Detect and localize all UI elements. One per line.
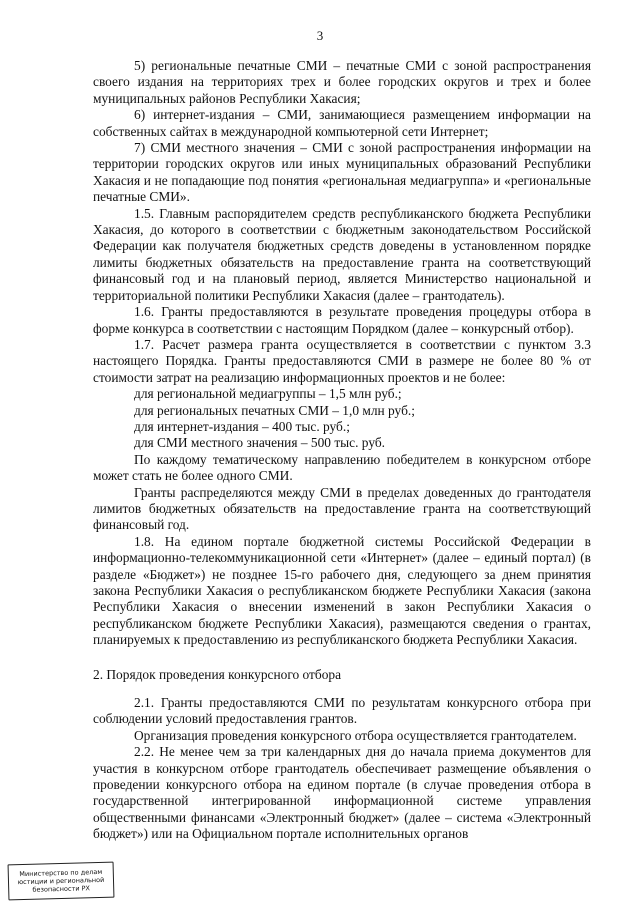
limit-item: для региональных печатных СМИ – 1,0 млн руб.;: [134, 402, 415, 418]
page-number: 3: [316, 28, 324, 43]
paragraph: 2.2. Не менее чем за три календарных дня до начала приема документов для участия в конкурсном отборе грантодатель обеспечивает размещение объявления о проведении конкурсного отбора на едином портале (в случае проведения отбора в государственной интегрированной информационной системе управления общественными финансами «Электронный бюджет» (далее – система «Электронный бюджет») или на Официальном портале исполнительных органов: [93, 744, 591, 842]
limit-item: для СМИ местного значения – 500 тыс. руб.: [134, 435, 386, 451]
document-body: [93, 58, 591, 843]
paragraph: 2.1. Гранты предоставляются СМИ по результатам конкурсного отбора при соблюдении условий предоставления грантов.: [93, 695, 591, 727]
paragraph: Организация проведения конкурсного отбора осуществляется грантодателем.: [134, 727, 577, 743]
spacer: [93, 649, 591, 667]
paragraph: 7) СМИ местного значения – СМИ с зоной распространения информации на территории городских округов или иных муниципальных образований Республики Хакасия и не попадающие под понятия «региональная медиагруппа» и «региональные печатные СМИ».: [93, 140, 591, 205]
paragraph: 1.7. Расчет размера гранта осуществляется в соответствии с пунктом 3.3 настоящего Порядка. Гранты предоставляются СМИ в размере не более 80 % от стоимости затрат на реализацию информационных проектов и не более:: [93, 336, 591, 385]
stamp-line: юстиции и региональной: [17, 875, 105, 887]
paragraph: 6) интернет-издания – СМИ, занимающиеся размещением информации на собственных сайтах в международной компьютерной сети Интернет;: [93, 107, 591, 139]
registration-stamp: [8, 862, 115, 901]
paragraph: 5) региональные печатные СМИ – печатные СМИ с зоной распространения своего издания на территориях трех и более городских округов и трех и более муниципальных районов Республики Хакасия;: [93, 58, 591, 106]
paragraph: 1.6. Гранты предоставляются в результате проведения процедуры отбора в форме конкурса в соответствии с настоящим Порядком (далее – конкурсный отбор).: [93, 304, 591, 336]
spacer: [93, 683, 591, 695]
stamp-line: Министерство по делам: [19, 867, 103, 879]
stamp-line: безопасности РХ: [32, 884, 91, 894]
paragraph: 1.8. На едином портале бюджетной системы Российской Федерации в информационно-телекоммуникационной сети «Интернет» (далее – единый портал) (в разделе «Бюджет») не позднее 15-го рабочего дня, следующего за днем принятия закона Республики Хакасия о республиканском бюджете Республики Хакасия (закона Республики Хакасия о внесении изменений в закон Республики Хакасия о республиканском бюджете Республики Хакасия), размещаются сведения о грантах, планируемых к предоставлению из республиканского бюджета Республики Хакасия.: [93, 533, 591, 648]
paragraph: По каждому тематическому направлению победителем в конкурсном отборе может стать не более одного СМИ.: [93, 451, 591, 484]
paragraph: Гранты распределяются между СМИ в пределах доведенных до грантодателя лимитов бюджетных обязательств на предоставление гранта на соответствующий финансовый год.: [93, 484, 591, 533]
limit-item: для интернет-издания – 400 тыс. руб.;: [134, 418, 350, 434]
paragraph: 1.5. Главным распорядителем средств республиканского бюджета Республики Хакасия, до которого в соответствии с бюджетным законодательством Российской Федерации как получателя бюджетных средств доведены в установленном порядке лимиты бюджетных обязательств на предоставление гранта на соответствующий финансовый год и на плановый период, является Министерство национальной и территориальной политики Республики Хакасия (далее – грантодатель).: [93, 205, 591, 303]
section-heading: 2. Порядок проведения конкурсного отбора: [93, 666, 342, 682]
limit-item: для региональной медиагруппы – 1,5 млн руб.;: [134, 386, 402, 402]
